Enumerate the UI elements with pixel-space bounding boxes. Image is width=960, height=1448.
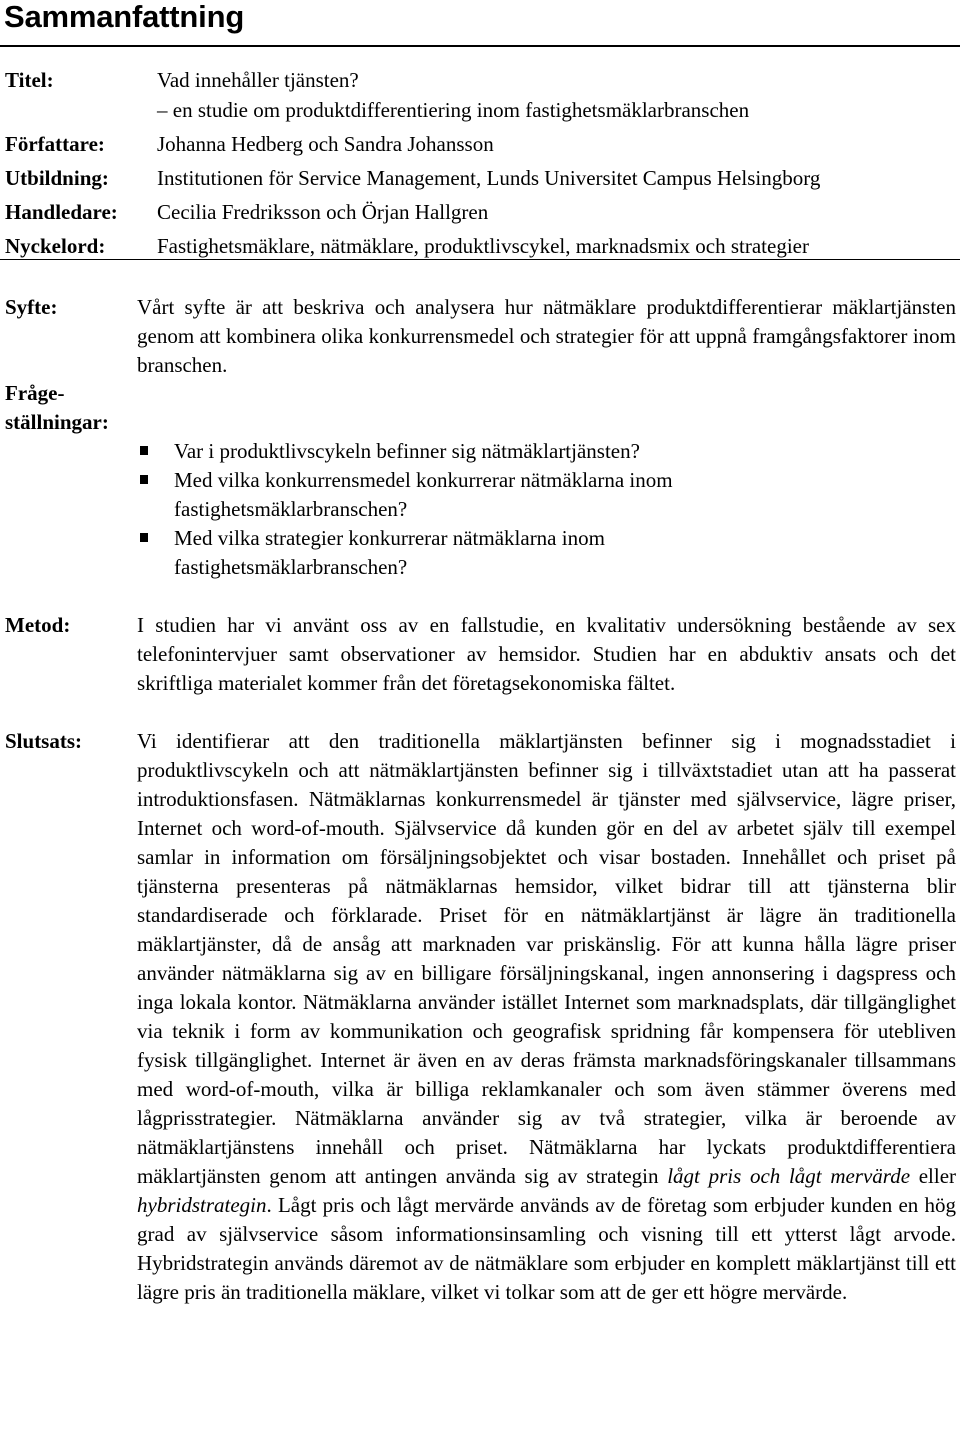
section-label-slutsats: Slutsats: bbox=[5, 729, 83, 753]
meta-row-subtitle bbox=[0, 95, 960, 125]
meta-value: Institutionen för Service Management, Lunds Universitet Campus Helsingborg bbox=[157, 166, 821, 190]
slutsats-text-2: eller bbox=[910, 1164, 957, 1188]
slutsats-text-3: . Lågt pris och lågt mervärde används av de företag som erbjuder kunden en hög grad av självservice såsom informationsinsamling och visning till ett ytterst lågt arvode. Hybridstrategin används däremot av de nätmäklare som erbjuder en komplett mäklartjänst till ett lägre pris än traditionella mäklare, vilket vi tolkar som att de ger ett högre mervärde. bbox=[137, 1193, 956, 1304]
section-label-fragestallningar-line1: Fråge- bbox=[5, 381, 65, 405]
question-list bbox=[137, 437, 837, 582]
meta-row-education bbox=[0, 163, 960, 193]
square-bullet-icon bbox=[140, 475, 148, 484]
square-bullet-icon bbox=[140, 533, 148, 542]
meta-value: Johanna Hedberg och Sandra Johansson bbox=[157, 132, 494, 156]
list-item bbox=[137, 466, 837, 524]
square-bullet-icon bbox=[140, 446, 148, 455]
list-item bbox=[137, 437, 837, 466]
slutsats-italic-term-1: lågt pris och lågt mervärde bbox=[667, 1164, 911, 1188]
meta-row-title bbox=[0, 65, 960, 95]
section-text-syfte: Vårt syfte är att beskriva och analysera hur nätmäklare produktdifferentierar mäklartjänsten genom att kombinera olika konkurrensmedel och strategier för att uppnå framgångsfaktorer inom branschen. bbox=[137, 295, 956, 377]
page-title: Sammanfattning bbox=[4, 0, 245, 34]
meta-divider bbox=[0, 259, 960, 260]
title-divider bbox=[0, 45, 960, 47]
meta-label: Handledare: bbox=[5, 200, 118, 224]
slutsats-italic-term-2: hybridstrategin bbox=[137, 1193, 267, 1217]
section-label-metod: Metod: bbox=[5, 613, 71, 637]
question-text: Med vilka konkurrensmedel konkurrerar nätmäklarna inom fastighetsmäklarbranschen? bbox=[174, 468, 673, 521]
meta-value: Vad innehåller tjänsten? bbox=[157, 68, 359, 92]
question-text: Var i produktlivscykeln befinner sig nätmäklartjänsten? bbox=[174, 439, 640, 463]
meta-value: – en studie om produktdifferentiering inom fastighetsmäklarbranschen bbox=[157, 98, 750, 122]
meta-value: Cecilia Fredriksson och Örjan Hallgren bbox=[157, 200, 489, 224]
meta-row-keywords bbox=[0, 231, 960, 261]
meta-row-supervisor bbox=[0, 197, 960, 227]
meta-value: Fastighetsmäklare, nätmäklare, produktlivscykel, marknadsmix och strategier bbox=[157, 234, 809, 258]
section-label-syfte: Syfte: bbox=[5, 295, 58, 319]
slutsats-text-1: Vi identifierar att den traditionella mäklartjänsten befinner sig i mognadsstadiet i produktlivscykeln och att nätmäklartjänsten befinner sig i tillväxtstadiet utan att ha passerat introduktionsfasen. Nätmäklarnas konkurrensmedel är tjänster med självservice, lägre priser, Internet och word-of-mouth. Självservice då kunden gör en del av arbetet själv till exempel samlar in information om försäljningsobjektet och visar bostaden. Innehållet och priset på tjänsterna presenteras på nätmäklarnas hemsidor, vilket bidrar till att tjänsterna blir standardiserade och förklarade. Priset för en nätmäklartjänst är lägre än traditionella mäklartjänster, då de ansåg att marknaden var priskänslig. För att kunna hålla lägre priser använder nätmäklarna sig av en billigare försäljningskanal, ingen annonsering i dagspress och inga lokala kontor. Nätmäklarna använder istället Internet som marknadsplats, där tillgänglighet via teknik i form av kommunikation och geografisk spridning får kompensera för utebliven fysisk tillgänglighet. Internet är även en av deras främsta marknadsföringskanaler tillsammans med word-of-mouth, vilka är billiga reklamkanaler och som även stämmer överens med lågprisstrategier. Nätmäklarna använder sig av två strategier, vilka är beroende av nätmäklartjänstens innehåll och priset. Nätmäklarna har lyckats produktdifferentiera mäklartjänsten genom att antingen använda sig av strategin bbox=[137, 729, 956, 1188]
section-label-fragestallningar-line2: ställningar: bbox=[5, 410, 109, 434]
question-text: Med vilka strategier konkurrerar nätmäklarna inom fastighetsmäklarbranschen? bbox=[174, 526, 605, 579]
meta-label: Författare: bbox=[5, 132, 105, 156]
section-text-metod: I studien har vi använt oss av en fallstudie, en kvalitativ undersökning bestående av sex telefonintervjuer samt observationer av hemsidor. Studien har en abduktiv ansats och det skriftliga materialet kommer från det företagsekonomiska fältet. bbox=[137, 613, 956, 695]
meta-label: Utbildning: bbox=[5, 166, 109, 190]
meta-label: Nyckelord: bbox=[5, 234, 106, 258]
meta-row-author bbox=[0, 129, 960, 159]
meta-label: Titel: bbox=[5, 68, 54, 92]
section-text-slutsats bbox=[137, 727, 956, 1307]
list-item bbox=[137, 524, 837, 582]
